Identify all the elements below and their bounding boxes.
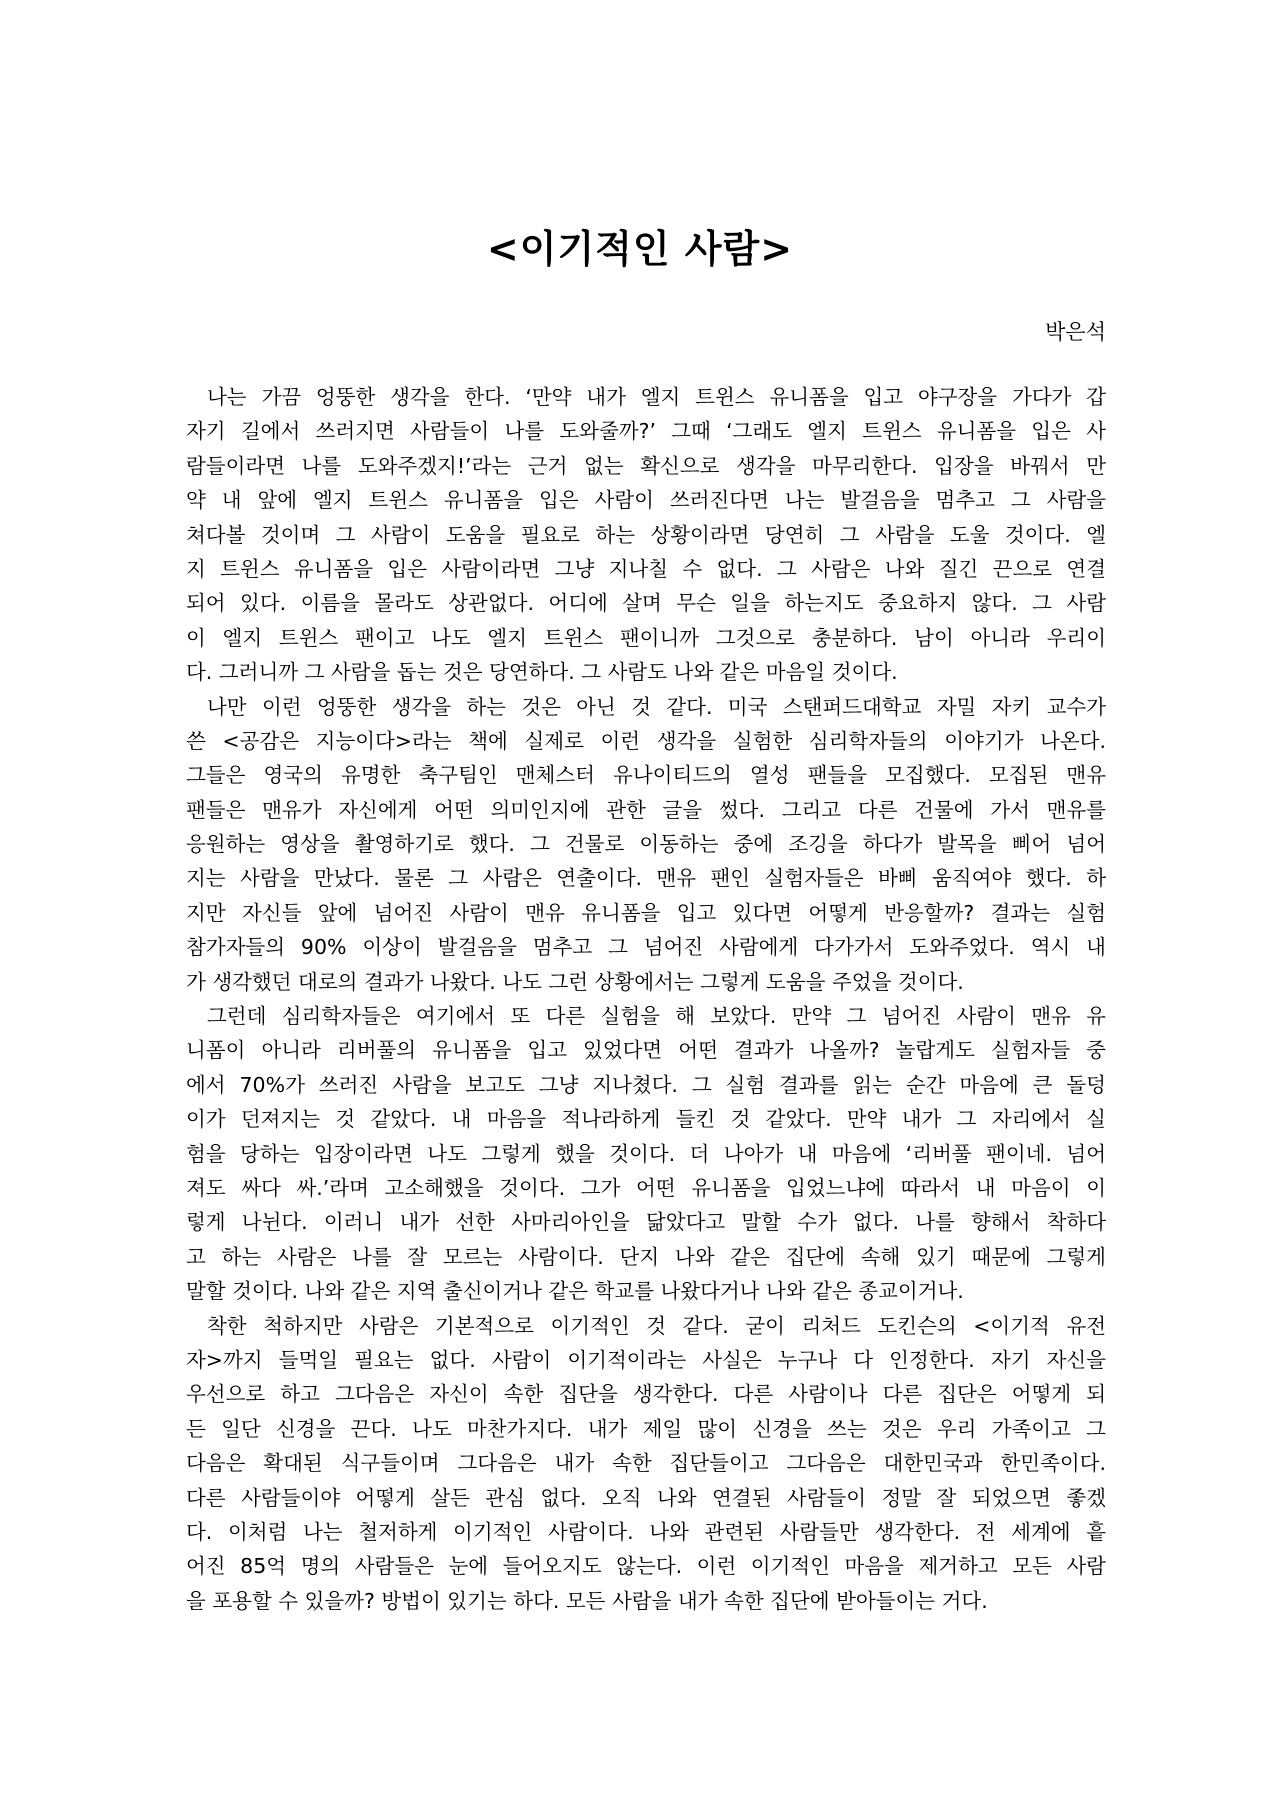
text-line: 지만 자신들 앞에 넘어진 사람이 맨유 유니폼을 입고 있다면 어떻게 반응할까? 결과는 실험 (186, 900, 1106, 925)
text-line: 지는 사람을 만났다. 물론 그 사람은 연출이다. 맨유 팬인 실험자들은 바삐 움직여야 했다. 하 (186, 866, 1106, 891)
text-line: 자기 길에서 쓰러지면 사람들이 나를 도와줄까?’ 그때 ‘그래도 엘지 트윈스 유니폼을 입은 사 (186, 419, 1106, 444)
text-line: 참가자들의 90% 이상이 발걸음을 멈추고 그 넘어진 사람에게 다가가서 도와주었다. 역시 내 (186, 935, 1106, 960)
text-line: 람들이라면 나를 도와주겠지!’라는 근거 없는 확신으로 생각을 마무리한다. 입장을 바꿔서 만 (186, 453, 1106, 478)
text-line: 약 내 앞에 엘지 트윈스 유니폼을 입은 사람이 쓰러진다면 나는 발걸음을 멈추고 그 사람을 (186, 488, 1106, 513)
text-line: 어진 85억 명의 사람들은 눈에 들어오지도 않는다. 이런 이기적인 마음을 제거하고 모든 사람 (186, 1554, 1106, 1579)
text-line: 그런데 심리학자들은 여기에서 또 다른 실험을 해 보았다. 만약 그 넘어진 사람이 맨유 유 (207, 1004, 1106, 1029)
text-line: 말할 것이다. 나와 같은 지역 출신이거나 같은 학교를 나왔다거나 나와 같은 종교이거나. (186, 1279, 964, 1304)
paragraph (186, 690, 1106, 1000)
text-line: 되어 있다. 이름을 몰라도 상관없다. 어디에 살며 무슨 일을 하는지도 중요하지 않다. 그 사람 (186, 591, 1106, 616)
text-line: 가 생각했던 대로의 결과가 나왔다. 나도 그런 상황에서는 그렇게 도움을 주었을 것이다. (186, 969, 964, 994)
text-line: 이가 던져지는 것 같았다. 내 마음을 적나라하게 들킨 것 같았다. 만약 내가 그 자리에서 실 (186, 1107, 1106, 1132)
text-line: 응원하는 영상을 촬영하기로 했다. 그 건물로 이동하는 중에 조깅을 하다가 발목을 삐어 넘어 (186, 832, 1106, 857)
text-line: 그들은 영국의 유명한 축구팀인 맨체스터 유나이티드의 열성 팬들을 모집했다. 모집된 맨유 (186, 763, 1106, 788)
text-line: 고 하는 사람은 나를 잘 모르는 사람이다. 단지 나와 같은 집단에 속해 있기 때문에 그렇게 (186, 1244, 1106, 1269)
text-line: 자>까지 들먹일 필요는 없다. 사람이 이기적이라는 사실은 누구나 다 인정한다. 자기 자신을 (186, 1347, 1106, 1372)
text-line: 지 트윈스 유니폼을 입은 사람이라면 그냥 지나칠 수 없다. 그 사람은 나와 질긴 끈으로 연결 (186, 556, 1106, 581)
text-line: 에서 70%가 쓰러진 사람을 보고도 그냥 지나쳤다. 그 실험 결과를 읽는 순간 마음에 큰 돌덩 (186, 1072, 1106, 1097)
text-line: 다. 그러니까 그 사람을 돕는 것은 당연하다. 그 사람도 나와 같은 마음일 것이다. (186, 660, 898, 685)
paragraph (186, 380, 1106, 690)
document-title: <이기적인 사람> (486, 227, 794, 271)
text-line: 우선으로 하고 그다음은 자신이 속한 집단을 생각한다. 다른 사람이나 다른 집단은 어떻게 되 (186, 1382, 1106, 1407)
paragraph (186, 1309, 1106, 1619)
text-line: 착한 척하지만 사람은 기본적으로 이기적인 것 같다. 굳이 리처드 도킨슨의 <이기적 유전 (207, 1313, 1106, 1338)
paragraph (186, 999, 1106, 1309)
text-line: 다. 이처럼 나는 철저하게 이기적인 사람이다. 나와 관련된 사람들만 생각한다. 전 세계에 흩 (186, 1519, 1106, 1544)
text-line: 렇게 나뉜다. 이러니 내가 선한 사마리아인을 닮았다고 말할 수가 없다. 나를 향해서 착하다 (186, 1210, 1106, 1235)
document-body (186, 380, 1106, 1618)
text-line: 나는 가끔 엉뚱한 생각을 한다. ‘만약 내가 엘지 트윈스 유니폼을 입고 야구장을 가다가 갑 (207, 385, 1106, 409)
text-line: 험을 당하는 입장이라면 나도 그렇게 했을 것이다. 더 나아가 내 마음에 ‘리버풀 팬이네. 넘어 (186, 1141, 1106, 1166)
text-line: 팬들은 맨유가 자신에게 어떤 의미인지에 관한 글을 썼다. 그리고 다른 건물에 가서 맨유를 (186, 797, 1106, 822)
text-line: 이 엘지 트윈스 팬이고 나도 엘지 트윈스 팬이니까 그것으로 충분하다. 남이 아니라 우리이 (186, 625, 1106, 650)
text-line: 져도 싸다 싸.’라며 고소해했을 것이다. 그가 어떤 유니폼을 입었느냐에 따라서 내 마음이 이 (186, 1175, 1106, 1200)
text-line: 쳐다볼 것이며 그 사람이 도움을 필요로 하는 상황이라면 당연히 그 사람을 도울 것이다. 엘 (186, 522, 1106, 547)
text-line: 다음은 확대된 식구들이며 그다음은 내가 속한 집단들이고 그다음은 대한민국과 한민족이다. (186, 1451, 1106, 1476)
text-line: 을 포용할 수 있을까? 방법이 있기는 하다. 모든 사람을 내가 속한 집단에 받아들이는 거다. (186, 1588, 988, 1613)
text-line: 니폼이 아니라 리버풀의 유니폼을 입고 있었다면 어떤 결과가 나올까? 놀랍게도 실험자들 중 (186, 1038, 1106, 1063)
author-name: 박은석 (1045, 320, 1106, 344)
text-line: 든 일단 신경을 끈다. 나도 마찬가지다. 내가 제일 많이 신경을 쓰는 것은 우리 가족이고 그 (186, 1416, 1106, 1441)
text-line: 나만 이런 엉뚱한 생각을 하는 것은 아닌 것 같다. 미국 스탠퍼드대학교 자밀 자키 교수가 (207, 694, 1106, 719)
text-line: 다른 사람들이야 어떻게 살든 관심 없다. 오직 나와 연결된 사람들이 정말 잘 되었으면 좋겠 (186, 1485, 1106, 1510)
text-line: 쓴 <공감은 지능이다>라는 책에 실제로 이런 생각을 실험한 심리학자들의 이야기가 나온다. (186, 728, 1106, 753)
